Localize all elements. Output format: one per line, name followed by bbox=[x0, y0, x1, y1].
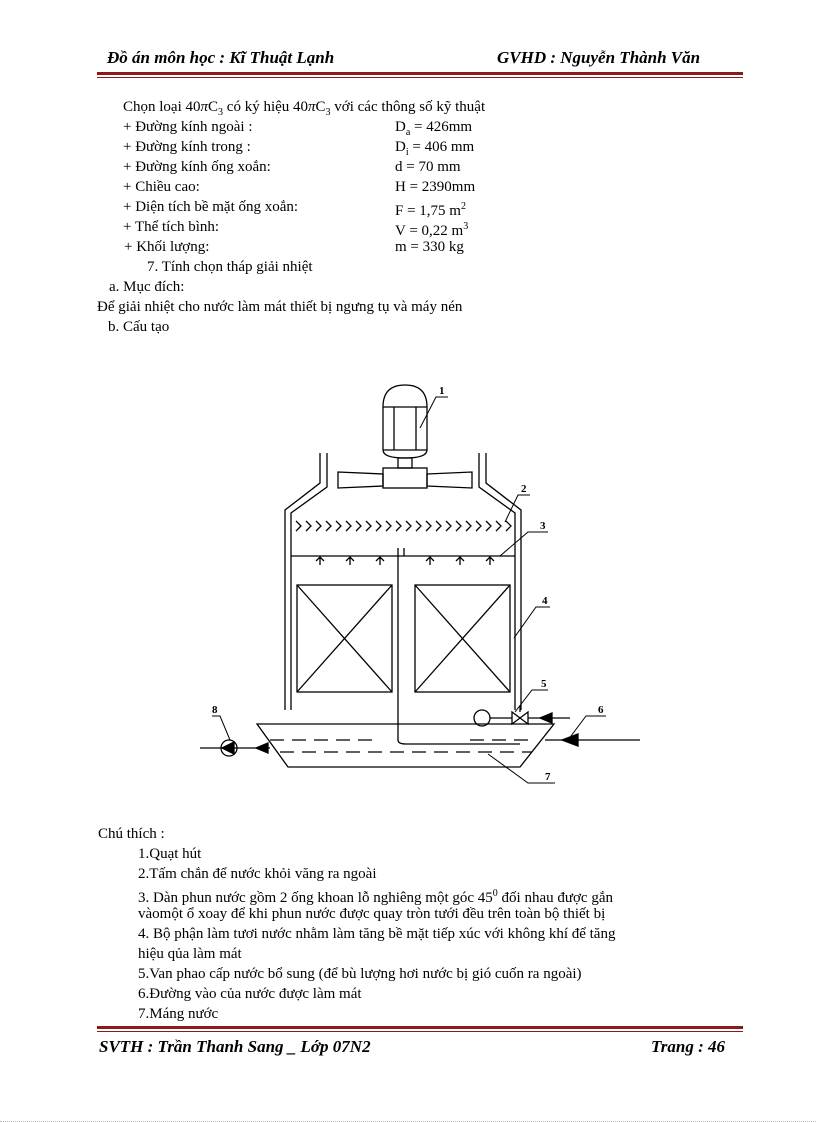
callout-8: 8 bbox=[212, 704, 218, 716]
callout-1: 1 bbox=[439, 385, 445, 397]
intro-line: Chọn loại $40\pi C_3$ có ký hiệu $40\pi C_3$ với các thông số kỹ thuật bbox=[123, 99, 486, 118]
spray-pipe bbox=[291, 548, 515, 740]
spec-label: + Đường kính ống xoắn: bbox=[123, 159, 271, 175]
page-number: Trang : 46 bbox=[651, 1037, 725, 1056]
spec-label: + Chiều cao: bbox=[123, 179, 200, 195]
spec-value: V = 0,22 $m^3$ bbox=[395, 221, 469, 239]
spec-label: + Thể tích bình: bbox=[123, 219, 220, 235]
header-right: GVHD : Nguyễn Thành Văn bbox=[497, 48, 701, 67]
spec-label: + Khối lượng: bbox=[124, 239, 210, 255]
footer-rule-thick bbox=[97, 1026, 743, 1029]
spec-value: d = 70 mm bbox=[395, 159, 461, 175]
spec-value: H = 2390mm bbox=[395, 179, 476, 195]
callout-6: 6 bbox=[598, 704, 604, 716]
note-4b: hiệu qủa làm mát bbox=[138, 946, 242, 962]
structure-heading: b. Cấu tạo bbox=[108, 319, 170, 335]
note-1: 1.Quạt hút bbox=[138, 846, 202, 862]
fill-pack bbox=[297, 585, 510, 692]
notes-heading: Chú thích : bbox=[98, 826, 165, 842]
spec-value: $D_i = 406$ mm bbox=[395, 139, 475, 158]
note-3a: 3. Dàn phun nước gồm 2 ống khoan lỗ nghiêng một góc $45^0$ đối nhau được gắn bbox=[138, 888, 613, 906]
footer-left: SVTH : Trần Thanh Sang _ Lớp 07N2 bbox=[99, 1037, 371, 1056]
outlet-pump bbox=[200, 740, 270, 756]
callout-4: 4 bbox=[542, 595, 548, 607]
tower-housing bbox=[285, 453, 521, 710]
note-7: 7.Máng nước bbox=[138, 1006, 219, 1022]
callout-3: 3 bbox=[540, 520, 546, 532]
callout-5: 5 bbox=[541, 678, 547, 690]
purpose-heading: a. Mục đích: bbox=[109, 279, 185, 295]
spec-label: + Đường kính ngoài : bbox=[123, 119, 253, 135]
header-left: Đồ án môn học : Kĩ Thuật Lạnh bbox=[107, 48, 335, 67]
note-5: 5.Van phao cấp nước bổ sung (để bù lượng hơi nước bị gió cuốn ra ngoài) bbox=[138, 966, 582, 982]
page-edge bbox=[0, 1121, 816, 1122]
spec-value: m = 330 kg bbox=[395, 239, 464, 255]
float-valve bbox=[474, 706, 570, 726]
spec-value: $D_a = 426mm$ bbox=[395, 119, 473, 138]
spec-value: F = 1,75 $m^2$ bbox=[395, 201, 466, 219]
spec-label: + Đường kính trong : bbox=[123, 139, 251, 155]
section-heading: 7. Tính chọn tháp giải nhiệt bbox=[147, 259, 313, 275]
note-6: 6.Đường vào của nước được làm mát bbox=[138, 986, 362, 1002]
purpose-text: Để giải nhiệt cho nước làm mát thiết bị ngưng tụ và máy nén bbox=[97, 299, 463, 315]
callout-2: 2 bbox=[521, 483, 527, 495]
footer-rule-thin bbox=[97, 1031, 743, 1032]
note-4a: 4. Bộ phận làm tươi nước nhằm làm tăng bề mặt tiếp xúc với không khí để tăng bbox=[138, 926, 616, 942]
note-2: 2.Tấm chắn để nước khỏi văng ra ngoài bbox=[138, 866, 377, 882]
fan-blade bbox=[338, 468, 472, 488]
spec-label: + Diện tích bề mặt ống xoắn: bbox=[123, 199, 299, 215]
water-basin bbox=[257, 724, 554, 767]
callout-leaders bbox=[212, 397, 606, 783]
note-3b: vàomột ổ xoay để khi phun nước được quay tròn tưới đều trên toàn bộ thiết bị bbox=[138, 906, 606, 922]
drift-eliminator bbox=[296, 521, 511, 531]
water-inlet bbox=[545, 734, 640, 746]
callout-7: 7 bbox=[545, 771, 551, 783]
